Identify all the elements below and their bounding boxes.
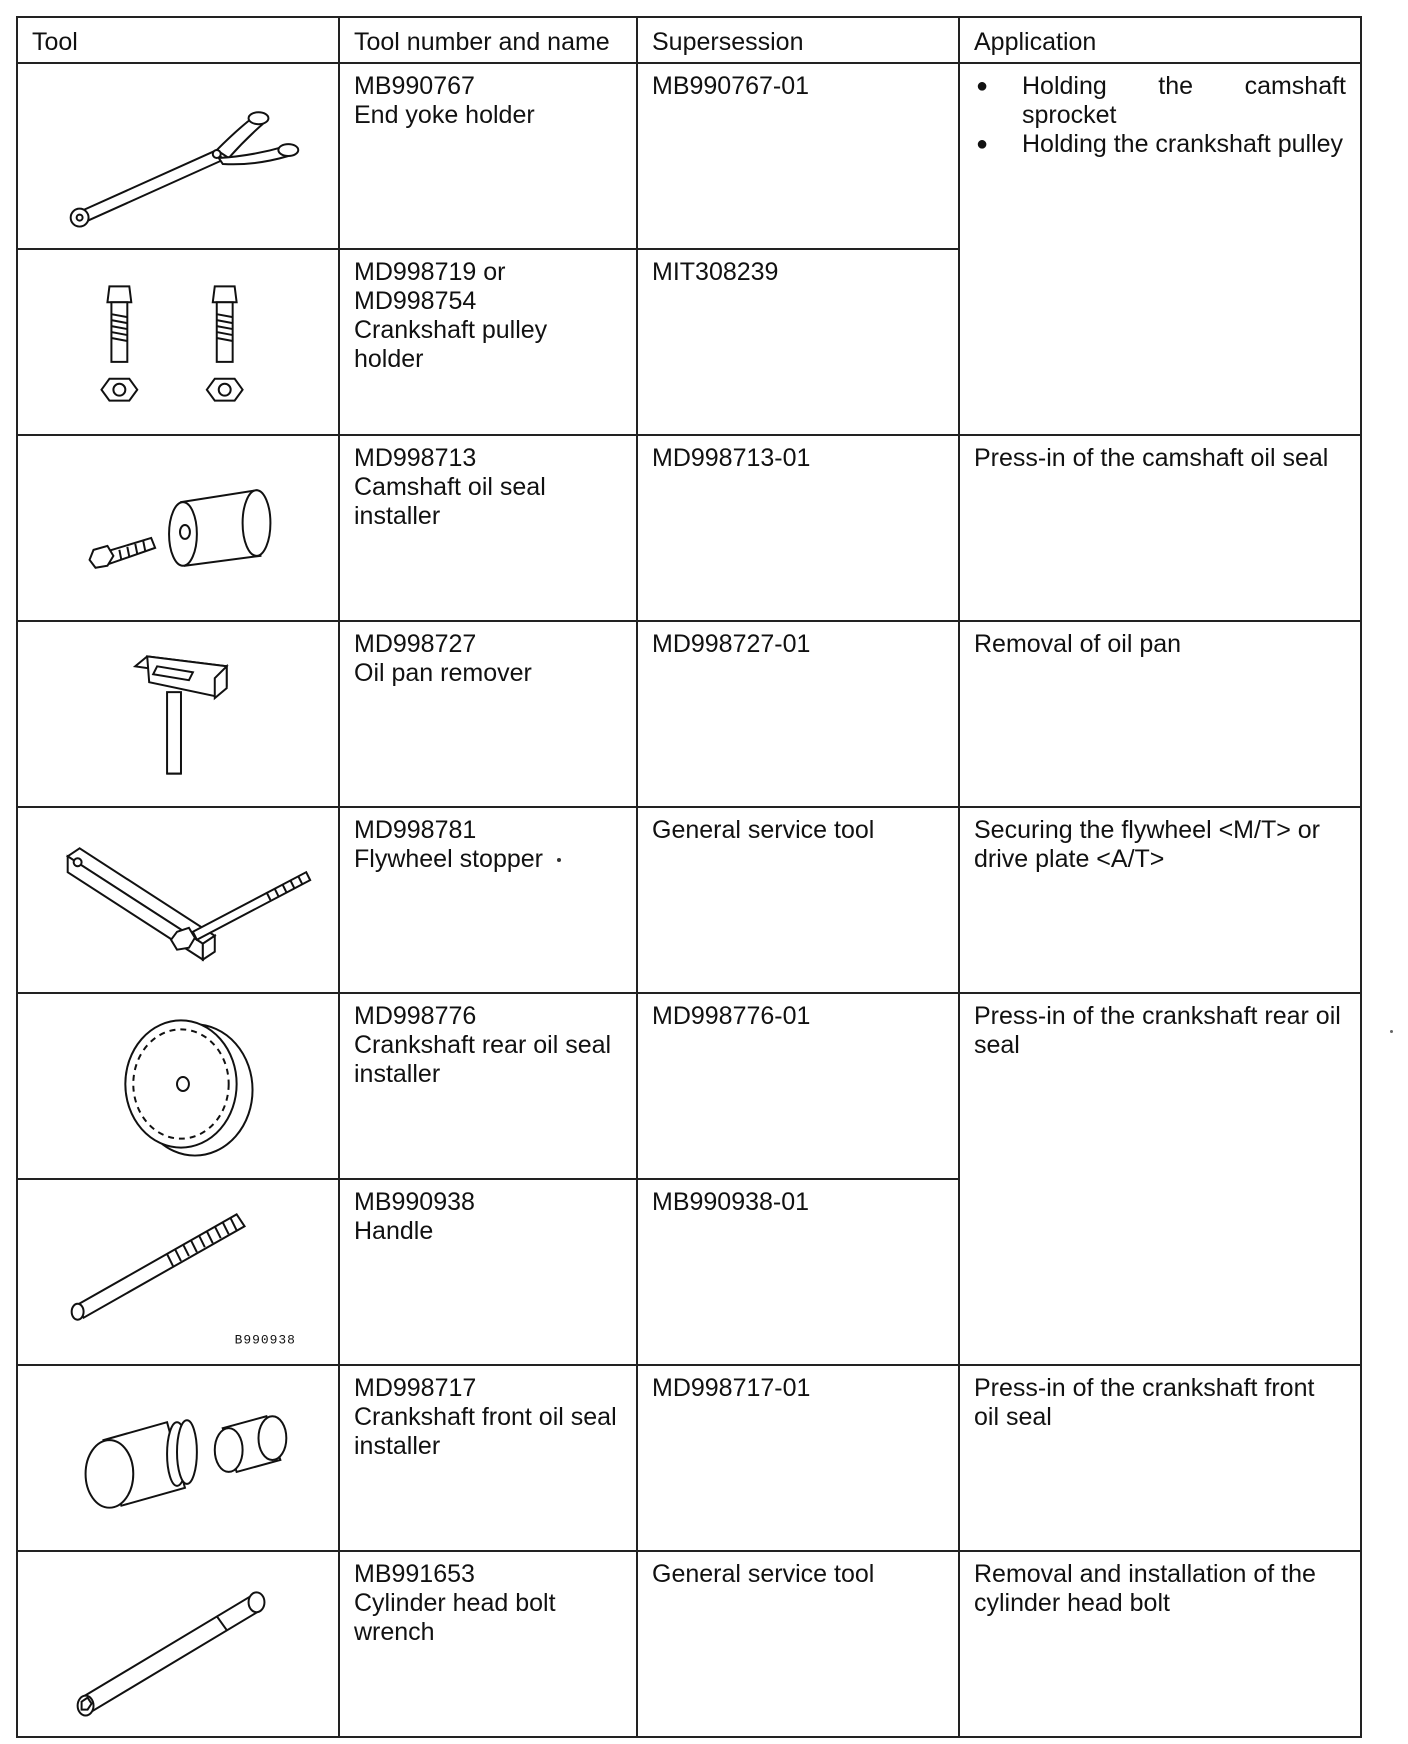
tool-number: MB991653 xyxy=(354,1560,475,1588)
tool-image-cell xyxy=(17,435,339,621)
tool-number: MB990767 xyxy=(354,72,475,100)
crankshaft-pulley-holder-icon xyxy=(18,250,338,434)
table-row xyxy=(17,993,1361,1179)
supersession-cell: MD998727-01 xyxy=(637,621,959,807)
tool-name xyxy=(354,845,622,874)
tool-number: MD998719 or xyxy=(354,258,506,286)
supersession-cell: General service tool xyxy=(637,807,959,993)
end-yoke-holder-icon xyxy=(18,64,338,248)
tool-image-cell xyxy=(17,993,339,1179)
tool-number: MD998717 xyxy=(354,1374,477,1402)
supersession-cell: MB990938-01 xyxy=(637,1179,959,1365)
oil-pan-remover-icon xyxy=(18,622,338,806)
supersession-cell: MB990767-01 xyxy=(637,63,959,249)
table-row xyxy=(17,1551,1361,1737)
stray-mark xyxy=(1390,1030,1393,1033)
handle-icon xyxy=(18,1180,338,1364)
tool-number-name-cell xyxy=(339,993,637,1179)
supersession-cell: MD998717-01 xyxy=(637,1365,959,1551)
application-cell: Securing the flywheel <M/T> or drive plate <A/T> xyxy=(959,807,1361,993)
application-list xyxy=(974,72,1346,159)
tool-image-cell xyxy=(17,1551,339,1737)
tool-image-cell xyxy=(17,249,339,435)
table-row xyxy=(17,1365,1361,1551)
tool-name: Handle xyxy=(354,1217,434,1245)
tool-name: Cylinder head bolt wrench xyxy=(354,1589,556,1646)
special-tools-table xyxy=(16,16,1362,1738)
tool-number-name-cell xyxy=(339,1179,637,1365)
tool-image-cell xyxy=(17,621,339,807)
tool-name: Crankshaft front oil seal installer xyxy=(354,1403,617,1460)
tool-number-name-cell xyxy=(339,1365,637,1551)
tool-image-cell xyxy=(17,1179,339,1365)
application-item: ● Holding the crankshaft pulley xyxy=(1022,130,1346,159)
tool-number-alt: MD998754 xyxy=(354,287,477,315)
application-cell xyxy=(959,63,1361,435)
application-cell: Press-in of the camshaft oil seal xyxy=(959,435,1361,621)
application-cell: Press-in of the crankshaft front oil seal xyxy=(959,1365,1361,1551)
cylinder-head-bolt-wrench-icon xyxy=(18,1552,338,1736)
application-cell: Removal of oil pan xyxy=(959,621,1361,807)
tool-number: MD998776 xyxy=(354,1002,477,1030)
supersession-cell: MD998776-01 xyxy=(637,993,959,1179)
table-row xyxy=(17,621,1361,807)
application-cell: Press-in of the crankshaft rear oil seal xyxy=(959,993,1361,1365)
tool-number-name-cell xyxy=(339,621,637,807)
crankshaft-rear-oil-seal-installer-icon xyxy=(18,994,338,1178)
crankshaft-front-oil-seal-installer-icon xyxy=(18,1366,338,1550)
tool-name-text: Flywheel stopper xyxy=(354,845,543,873)
table-row xyxy=(17,435,1361,621)
tool-name: Camshaft oil seal installer xyxy=(354,473,546,530)
header-supersession: Supersession xyxy=(637,17,959,63)
tool-number-name-cell xyxy=(339,249,637,435)
camshaft-oil-seal-installer-icon xyxy=(18,436,338,620)
tool-name: Oil pan remover xyxy=(354,659,532,687)
tool-number: MD998727 xyxy=(354,630,477,658)
header-tool: Tool xyxy=(17,17,339,63)
tool-number: MD998781 xyxy=(354,816,477,844)
tool-number-name-cell xyxy=(339,1551,637,1737)
image-label: B990938 xyxy=(234,1332,296,1348)
supersession-cell: MD998713-01 xyxy=(637,435,959,621)
application-cell: Removal and installation of the cylinder head bolt xyxy=(959,1551,1361,1737)
supersession-cell: MIT308239 xyxy=(637,249,959,435)
table-row xyxy=(17,807,1361,993)
speck xyxy=(557,858,561,862)
tool-name: Crankshaft pulley holder xyxy=(354,316,548,373)
tool-number-name-cell xyxy=(339,807,637,993)
tool-image-cell xyxy=(17,63,339,249)
table-row xyxy=(17,63,1361,249)
table-header-row xyxy=(17,17,1361,63)
supersession-cell: General service tool xyxy=(637,1551,959,1737)
tool-number: MD998713 xyxy=(354,444,477,472)
tool-number-name-cell xyxy=(339,435,637,621)
tool-name: Crankshaft rear oil seal installer xyxy=(354,1031,612,1088)
tool-number: MB990938 xyxy=(354,1188,475,1216)
header-tool-number-name: Tool number and name xyxy=(339,17,637,63)
tool-name: End yoke holder xyxy=(354,101,535,129)
header-application: Application xyxy=(959,17,1361,63)
tool-image-cell xyxy=(17,1365,339,1551)
tool-image-cell xyxy=(17,807,339,993)
flywheel-stopper-icon xyxy=(18,808,338,992)
tool-number-name-cell xyxy=(339,63,637,249)
application-item: ● Holding the camshaft sprocket xyxy=(1022,72,1346,130)
